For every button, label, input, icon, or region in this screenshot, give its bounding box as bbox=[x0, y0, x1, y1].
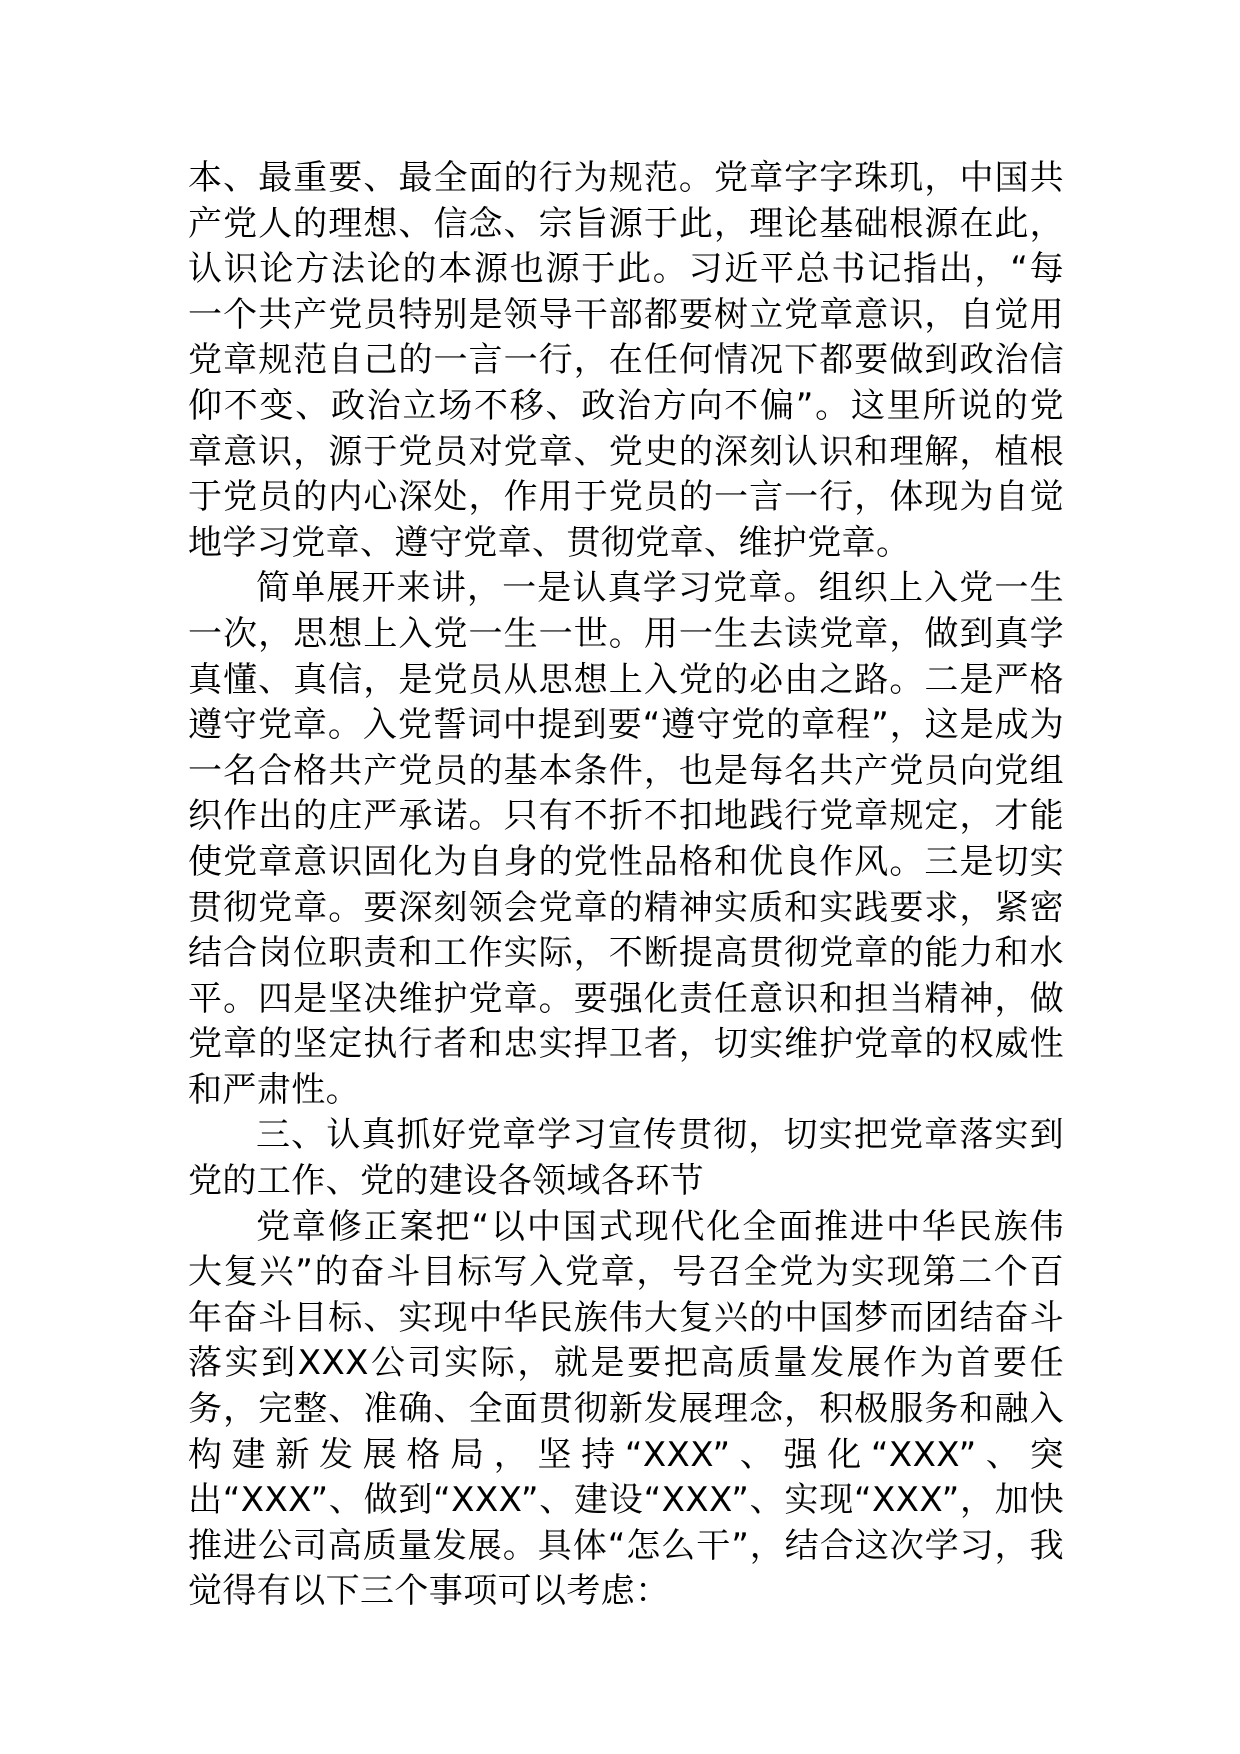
section-heading-3: 三、认真抓好党章学习宣传贯彻，切实把党章落实到党的工作、党的建设各领域各环节 bbox=[188, 1115, 1064, 1202]
body-paragraph-2: 简单展开来讲，一是认真学习党章。组织上入党一生一次，思想上入党一生一世。用一生去读党章，做到真学真懂、真信，是党员从思想上入党的必由之路。二是严格遵守党章。入党誓词中提到要“遵守党的章程”，这是成为一名合格共产党员的基本条件，也是每名共产党员向党组织作出的庄严承诺。只有不折不扣地践行党章规定，才能使党章意识固化为自身的党性品格和优良作风。三是切实贯彻党章。要深刻领会党章的精神实质和实践要求，紧密结合岗位职责和工作实际，不断提高贯彻党章的能力和水平。四是坚决维护党章。要强化责任意识和担当精神，做党章的坚定执行者和忠实捍卫者，切实维护党章的权威性和严肃性。 bbox=[188, 568, 1064, 1110]
document-page bbox=[188, 156, 1064, 1615]
body-paragraph-1: 本、最重要、最全面的行为规范。党章字字珠玑，中国共产党人的理想、信念、宗旨源于此，理论基础根源在此，认识论方法论的本源也源于此。习近平总书记指出，“每一个共产党员特别是领导干部都要树立党章意识，自觉用党章规范自己的一言一行，在任何情况下都要做到政治信仰不变、政治立场不移、政治方向不偏”。这里所说的党章意识，源于党员对党章、党史的深刻认识和理解，植根于党员的内心深处，作用于党员的一言一行，体现为自觉地学习党章、遵守党章、贯彻党章、维护党章。 bbox=[188, 158, 1064, 563]
body-paragraph-4: 党章修正案把“以中国式现代化全面推进中华民族伟大复兴”的奋斗目标写入党章，号召全党为实现第二个百年奋斗目标、实现中华民族伟大复兴的中国梦而团结奋斗落实到XXX公司实际，就是要把高质量发展作为首要任务，完整、准确、全面贯彻新发展理念，积极服务和融入构建新发展格局，坚持“XXX”、强化“XXX”、突出“XXX”、做到“XXX”、建设“XXX”、实现“XXX”，加快推进公司高质量发展。具体“怎么干”，结合这次学习，我觉得有以下三个事项可以考虑： bbox=[188, 1206, 1064, 1612]
